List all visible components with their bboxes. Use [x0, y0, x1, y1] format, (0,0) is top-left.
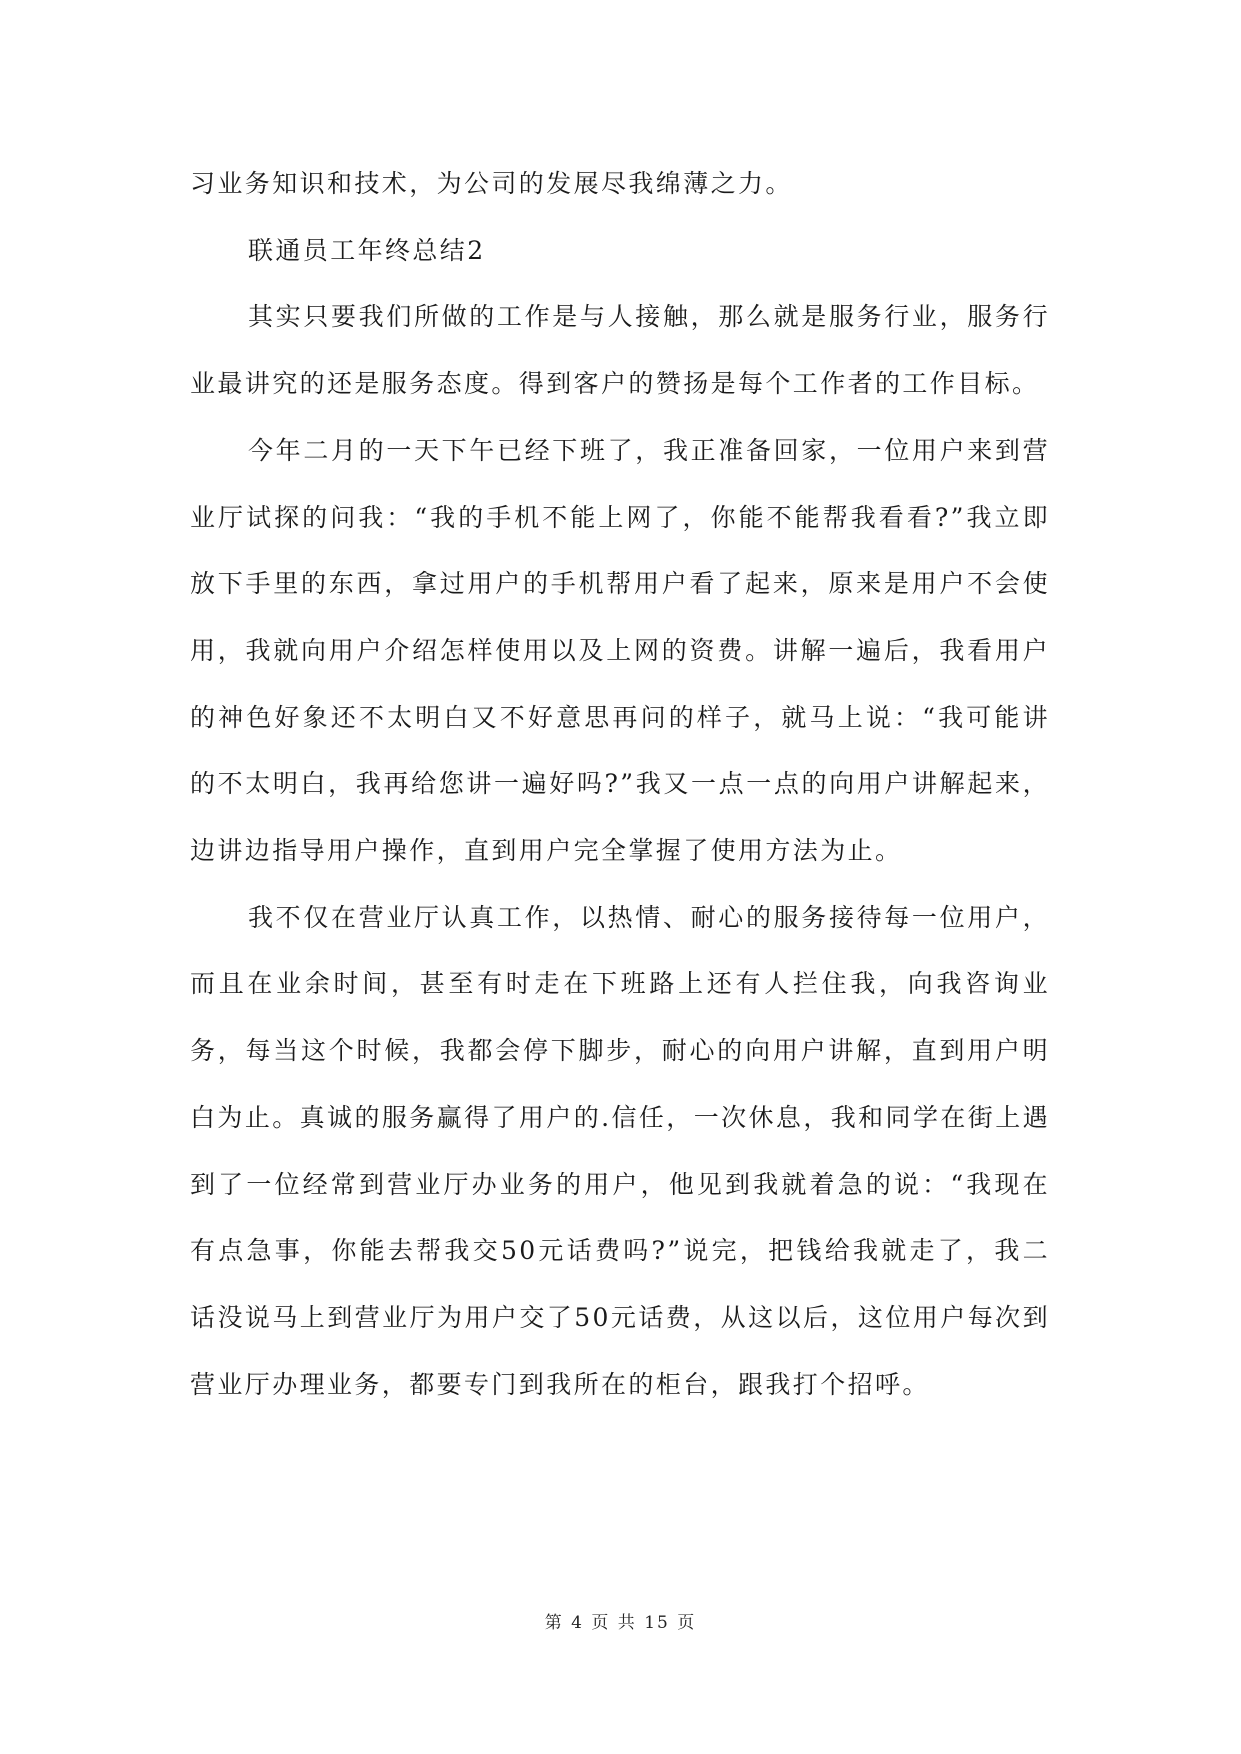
section-heading: 联通员工年终总结2	[248, 235, 486, 265]
paragraph-1: 其实只要我们所做的工作是与人接触，那么就是服务行业，服务行业最讲究的还是服务态度。得到客户的赞扬是每个工作者的工作目标。	[190, 302, 1050, 399]
page-footer: 第 4 页 共 15 页	[544, 1613, 697, 1633]
paragraph-2: 今年二月的一天下午已经下班了，我正准备回家，一位用户来到营业厅试探的问我：“我的手机不能上网了，你能不能帮我看看?”我立即放下手里的东西，拿过用户的手机帮用户看了起来，原来是用户不会使用，我就向用户介绍怎样使用以及上网的资费。讲解一遍后，我看用户的神色好象还不太明白又不好意思再问的样子，就马上说：“我可能讲的不太明白，我再给您讲一遍好吗?”我又一点一点的向用户讲解起来，边讲边指导用户操作，直到用户完全掌握了使用方法为止。	[190, 435, 1050, 866]
paragraph-3: 我不仅在营业厅认真工作，以热情、耐心的服务接待每一位用户，而且在业余时间，甚至有时走在下班路上还有人拦住我，向我咨询业务，每当这个时候，我都会停下脚步，耐心的向用户讲解，直到用户明白为止。真诚的服务赢得了用户的.信任，一次休息，我和同学在街上遇到了一位经常到营业厅办业务的用户，他见到我就着急的说：“我现在有点急事，你能去帮我交50元话费吗?”说完，把钱给我就走了，我二话没说马上到营业厅为用户交了50元话费，从这以后，这位用户每次到营业厅办理业务，都要专门到我所在的柜台，跟我打个招呼。	[190, 902, 1050, 1399]
continuation-paragraph: 习业务知识和技术，为公司的发展尽我绵薄之力。	[190, 169, 793, 198]
document-body	[190, 151, 1050, 1418]
